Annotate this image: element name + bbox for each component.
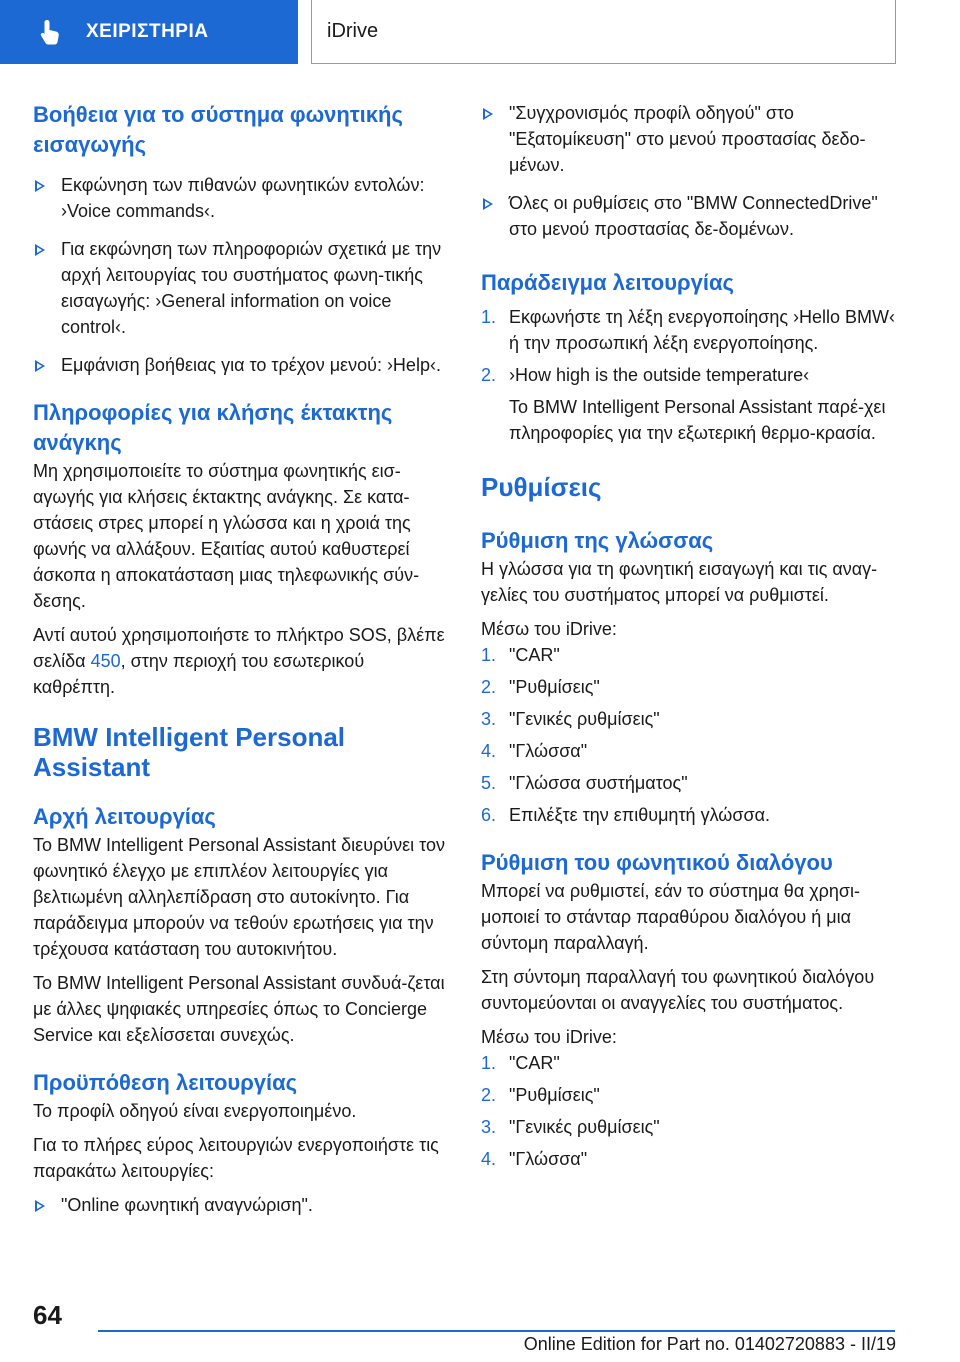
- triangle-bullet-icon: [35, 1200, 45, 1212]
- edition-text: Online Edition for Part no. 01402720883 - II/19: [523, 1334, 896, 1354]
- page-reference-link[interactable]: 450: [90, 651, 121, 671]
- language-steps: [481, 642, 897, 828]
- list-item-note: Το BMW Intelligent Personal Assistant παρέ-χει πληροφορίες για την εξωτερική θερμο-κρασία.: [509, 397, 886, 443]
- help-item: Εκφώνηση των πιθανών φωνητικών εντολών: ›Voice commands‹.: [33, 172, 451, 224]
- language-heading: Ρύθμιση της γλώσσας: [481, 528, 714, 553]
- prerequisite-item: Όλες οι ρυθμίσεις στο "BMW ConnectedDrive" στο μενού προστασίας δε-δομένων.: [481, 190, 897, 242]
- list-item: 1. "CAR": [481, 1053, 560, 1073]
- list-item: 5. "Γλώσσα συστήματος": [481, 773, 688, 793]
- prerequisite-item: "Συγχρονισμός προφίλ οδηγού" στο "Εξατομίκευση" στο μενού προστασίας δεδο-μένων.: [481, 100, 897, 178]
- assistant-heading: BMW Intelligent Personal Assistant: [33, 722, 346, 782]
- dialog-steps: [481, 1050, 897, 1172]
- emergency-heading: Πληροφορίες για κλήσης έκτακτης ανάγκης: [33, 400, 393, 455]
- list-item: 2. "Ρυθμίσεις": [481, 677, 600, 697]
- help-item: Για εκφώνηση των πληροφοριών σχετικά με την αρχή λειτουργίας του συστήματος φωνη-τικής εισαγωγής: ›General information on voice control‹.: [33, 236, 451, 340]
- header-section-tab: [0, 0, 298, 64]
- help-item: Εμφάνιση βοήθειας για το τρέχον μενού: ›Help‹.: [33, 352, 451, 378]
- dialog-heading: Ρύθμιση του φωνητικού διαλόγου: [481, 850, 833, 875]
- list-item: 1. Εκφωνήστε τη λέξη ενεργοποίησης ›Hello BMW‹ ή την προσωπική λέξη ενεργοποίησης.: [481, 307, 896, 353]
- list-item: 3. "Γενικές ρυθμίσεις": [481, 1117, 660, 1137]
- list-item: 3. "Γενικές ρυθμίσεις": [481, 709, 660, 729]
- header-topic-box: [311, 0, 896, 64]
- triangle-bullet-icon: [483, 108, 493, 120]
- list-item: 4. "Γλώσσα": [481, 741, 588, 761]
- list-item: 6. Επιλέξτε την επιθυμητή γλώσσα.: [481, 805, 770, 825]
- principle-paragraph: Το BMW Intelligent Personal Assistant διευρύνει τον φωνητικό έλεγχο με επιπλέον λειτουργίες για βελτιωμένη αλληλεπίδραση στο αυτοκίνητο. Για παράδειγμα μπορούν να τεθούν ερωτήσεις για την τρέχουσα κατάσταση του αυτοκινήτου.: [33, 835, 446, 959]
- language-paragraph: Η γλώσσα για τη φωνητική εισαγωγή και τις αναγ-γελίες του συστήματος μπορεί να ρυθμιστεί.: [481, 559, 878, 605]
- triangle-bullet-icon: [483, 198, 493, 210]
- principle-heading: Αρχή λειτουργίας: [33, 804, 216, 829]
- list-item: 4. "Γλώσσα": [481, 1149, 588, 1169]
- prerequisite-heading: Προϋπόθεση λειτουργίας: [33, 1070, 298, 1095]
- hand-pointer-icon: [36, 17, 66, 47]
- prerequisite-item: "Online φωνητική αναγνώριση".: [33, 1192, 451, 1218]
- help-heading: Βοήθεια για το σύστημα φωνητικής εισαγωγής: [33, 102, 403, 157]
- triangle-bullet-icon: [35, 244, 45, 256]
- settings-heading: Ρυθμίσεις: [481, 472, 602, 502]
- footer-divider: [98, 1330, 895, 1332]
- language-via: Μέσω του iDrive:: [481, 619, 617, 639]
- dialog-via: Μέσω του iDrive:: [481, 1027, 617, 1047]
- dialog-paragraph-2: Στη σύντομη παραλλαγή του φωνητικού διαλόγου συντομεύονται οι αναγγελίες του συστήματος.: [481, 967, 875, 1013]
- header-tab-label: ΧΕΙΡΙΣΤΗΡΙΑ: [86, 21, 209, 42]
- page-number: 64: [33, 1300, 62, 1330]
- triangle-bullet-icon: [35, 360, 45, 372]
- prerequisite-paragraph: Το προφίλ οδηγού είναι ενεργοποιημένο.: [33, 1101, 357, 1121]
- left-column: [33, 100, 451, 1218]
- list-item: 1. "CAR": [481, 645, 560, 665]
- list-item: 2. ›How high is the outside temperature‹: [481, 365, 810, 385]
- right-column: [481, 100, 897, 1172]
- triangle-bullet-icon: [35, 180, 45, 192]
- dialog-paragraph: Μπορεί να ρυθμιστεί, εάν το σύστημα θα χρησι-μοποιεί το στάνταρ παραθύρου διαλόγου ή μια σύντομη παραλλαγή.: [481, 881, 861, 953]
- principle-paragraph-2: Το BMW Intelligent Personal Assistant συνδυά-ζεται με άλλες ψηφιακές υπηρεσίες όπως το Concierge Service και εξελίσσεται συνεχώς.: [33, 973, 445, 1045]
- list-item: 2. "Ρυθμίσεις": [481, 1085, 600, 1105]
- example-heading: Παράδειγμα λειτουργίας: [481, 270, 734, 295]
- prerequisite-paragraph-2: Για το πλήρες εύρος λειτουργιών ενεργοποιήστε τις παρακάτω λειτουργίες:: [33, 1135, 439, 1181]
- header-topic-label: iDrive: [327, 20, 379, 42]
- emergency-sos-paragraph: Αντί αυτού χρησιμοποιήστε το πλήκτρο SOS, βλέπε σελίδα 450, στην περιοχή του εσωτερικού καθρέπτη.: [33, 625, 445, 697]
- emergency-paragraph: Μη χρησιμοποιείτε το σύστημα φωνητικής εισ-αγωγής για κλήσεις έκτακτης ανάγκης. Σε κατα-στάσεις στρες μπορεί η γλώσσα και η χροιά της φωνής να αλλάξουν. Εξαιτίας αυτού καθυστερεί άσκοπα η αποκατάσταση μιας τηλεφωνικής σύν-δεσης.: [33, 461, 420, 611]
